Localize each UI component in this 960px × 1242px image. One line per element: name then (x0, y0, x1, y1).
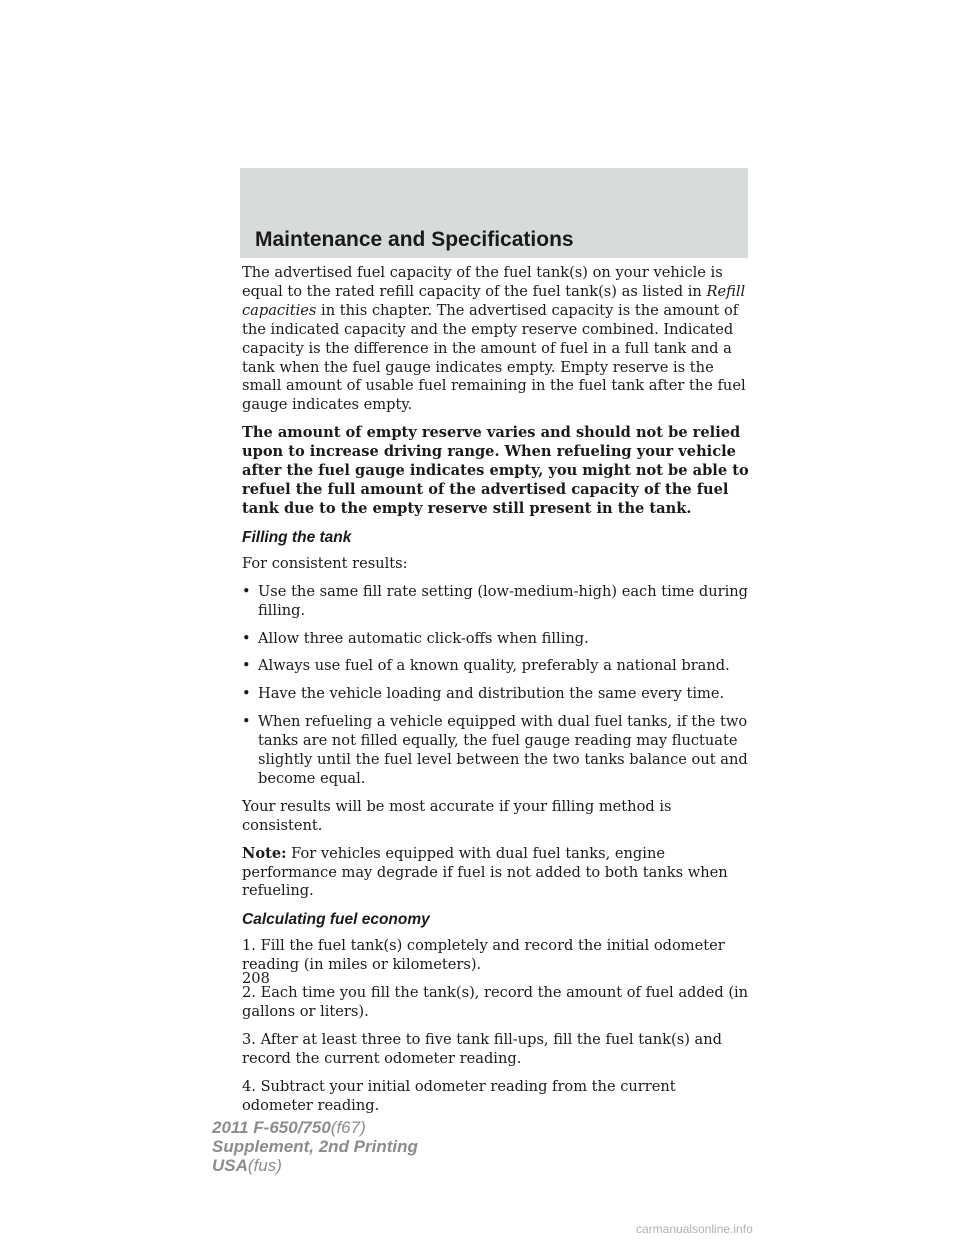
footer-line-market: USA(fus) (212, 1156, 282, 1175)
filling-lead: For consistent results: (242, 554, 408, 572)
filling-tips-list (242, 583, 750, 789)
bullet-icon: • (242, 582, 251, 600)
note-label: Note: (242, 844, 287, 862)
list-item: • Have the vehicle loading and distribution the same every time. (242, 685, 725, 703)
page-number: 208 (242, 970, 270, 987)
watermark: carmanualsonline.info (636, 1222, 753, 1236)
bullet-icon: • (242, 713, 251, 731)
economy-step-2: 2. Each time you fill the tank(s), record the amount of fuel added (in gallons or liters). (242, 984, 749, 1021)
print-footer (212, 1118, 418, 1175)
bullet-icon: • (242, 685, 251, 703)
intro-paragraph: The advertised fuel capacity of the fuel tank(s) on your vehicle is equal to the rated refill capacity of the fuel tank(s) as listed in Refill capacities in this chapter. The advertised capacity is the amount of the indicated capacity and the empty reserve combined. Indicated capacity is the difference in the amount of fuel in a full tank and a tank when the fuel gauge indicates empty. Empty reserve is the small amount of usable fuel remaining in the fuel tank after the fuel gauge indicates empty. (242, 264, 746, 414)
dual-tank-note: Note: For vehicles equipped with dual fuel tanks, engine performance may degrade if fuel is not added to both tanks when refueling. (242, 844, 728, 900)
economy-step-4: 4. Subtract your initial odometer reading from the current odometer reading. (242, 1077, 676, 1114)
footer-line-printing: Supplement, 2nd Printing (212, 1137, 418, 1156)
results-paragraph: Your results will be most accurate if your filling method is consistent. (242, 797, 672, 834)
list-item: • Allow three automatic click-offs when filling. (242, 629, 589, 647)
bullet-icon: • (242, 657, 251, 675)
list-item: • Use the same fill rate setting (low-medium-high) each time during filling. (242, 582, 749, 619)
economy-step-3: 3. After at least three to five tank fill-ups, fill the fuel tank(s) and record the current odometer reading. (242, 1031, 722, 1067)
refill-capacities-reference: Refill capacities (242, 282, 746, 319)
filling-tank-heading: Filling the tank (242, 528, 352, 546)
economy-step-1: 1. Fill the fuel tank(s) completely and record the initial odometer reading (in miles or kilometers). (242, 937, 725, 974)
list-item: • Always use fuel of a known quality, preferably a national brand. (242, 657, 730, 675)
empty-reserve-warning: The amount of empty reserve varies and should not be relied upon to increase driving range. When refueling your vehicle after the fuel gauge indicates empty, you might not be able to refuel the full amount of the advertised capacity of the fuel tank due to the empty reserve still present in the tank. (242, 424, 749, 517)
fuel-economy-heading: Calculating fuel economy (242, 911, 430, 929)
list-item: • When refueling a vehicle equipped with dual fuel tanks, if the two tanks are not filled equally, the fuel gauge reading may fluctuate slightly until the fuel level between the two tanks balance out and become equal. (242, 713, 748, 787)
bullet-icon: • (242, 629, 251, 647)
footer-line-model: 2011 F-650/750(f67) (212, 1118, 366, 1137)
section-title: Maintenance and Specifications (255, 228, 574, 251)
page-content (242, 264, 750, 1125)
